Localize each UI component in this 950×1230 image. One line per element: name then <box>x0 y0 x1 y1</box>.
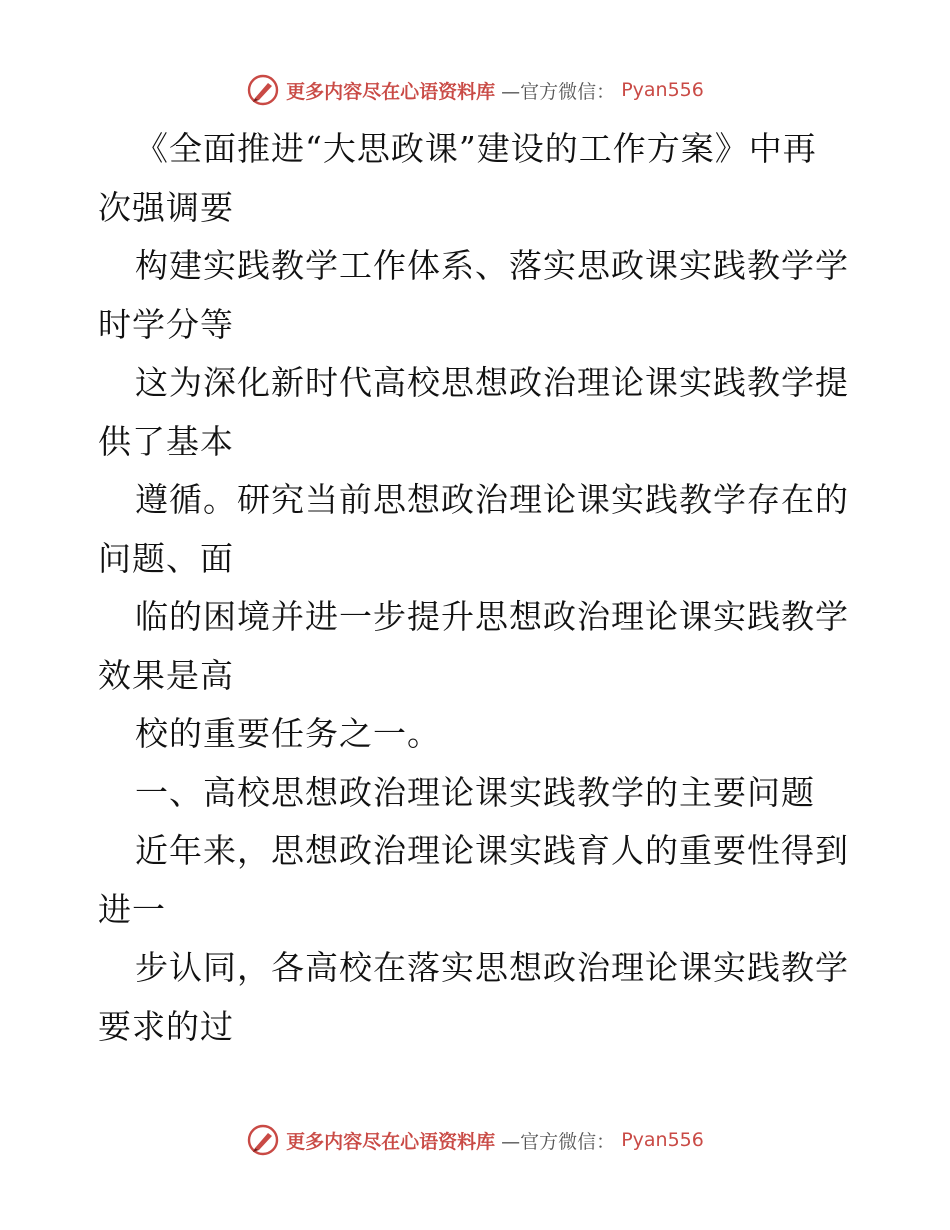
text-line: 这为深化新时代高校思想政治理论课实践教学提 <box>135 363 849 402</box>
banner-wechat-label: —官方微信： <box>501 1130 616 1153</box>
text-line: 临的困境并进一步提升思想政治理论课实践教学 <box>135 597 849 636</box>
text-line: 供了基本 <box>98 421 234 461</box>
text-line: 次强调要 <box>98 187 234 227</box>
text-line: 进一 <box>98 889 166 929</box>
text-line: 《全面推进“大思政课”建设的工作方案》中再 <box>135 129 817 168</box>
text-line: 步认同，各高校在落实思想政治理论课实践教学 <box>135 948 849 987</box>
text-line: 效果是高 <box>98 655 234 695</box>
banner-wechat-handle: Pyan556 <box>621 1129 704 1151</box>
section-heading: 一、高校思想政治理论课实践教学的主要问题 <box>135 772 815 812</box>
footer-banner <box>0 1120 950 1160</box>
pen-logo-icon <box>246 1123 280 1157</box>
banner-title: 更多内容尽在心语资料库 <box>286 1130 496 1153</box>
text-line: 遵循。研究当前思想政治理论课实践教学存在的 <box>135 480 849 519</box>
banner-title: 更多内容尽在心语资料库 <box>286 80 496 103</box>
pen-logo-icon <box>246 73 280 107</box>
text-line: 要求的过 <box>98 1006 234 1046</box>
text-line: 构建实践教学工作体系、落实思政课实践教学学 <box>135 246 849 285</box>
text-line: 近年来，思想政治理论课实践育人的重要性得到 <box>135 831 849 870</box>
text-line: 时学分等 <box>98 304 234 344</box>
text-line: 问题、面 <box>98 538 234 578</box>
text-line: 校的重要任务之一。 <box>135 714 441 753</box>
header-banner <box>0 70 950 110</box>
document-body <box>98 120 858 1056</box>
banner-wechat-label: —官方微信： <box>501 80 616 103</box>
banner-wechat-handle: Pyan556 <box>621 79 704 101</box>
